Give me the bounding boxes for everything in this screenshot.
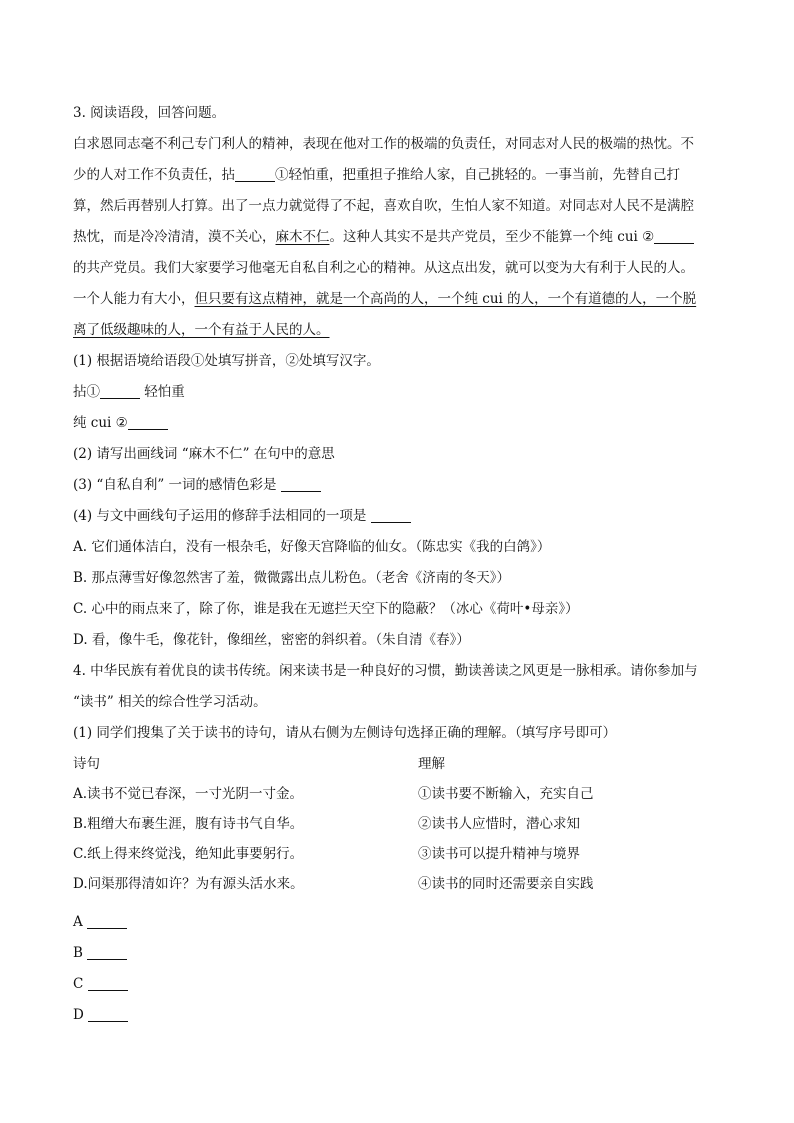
poem-cell: C.纸上得来终觉浅，绝知此事要躬行。 [73,846,304,862]
answer-blank[interactable] [281,475,321,492]
passage-line: 白求恩同志毫不利己专门利人的精神，表现在他对工作的极端的负责任，对同志对人民的极端的热忱。不 [73,136,694,152]
answer-label: 轻怕重 [140,384,185,400]
option-c: C. 心中的雨点来了，除了你，谁是我在无遮拦天空下的隐蔽？（冰心《荷叶•母亲》） [73,601,579,617]
poem-cell: D.问渠那得清如许？为有源头活水来。 [73,876,304,892]
passage-line [73,315,723,346]
passage-text: 。这种人其实不是共产党员，至少不能算一个纯 cui ② [329,229,655,245]
passage-line: 的共产党员。我们大家要学习他毫无自私自利之心的精神。从这点出发，就可以变为大有利于人民的人。 [73,260,694,276]
sub-question-4 [73,501,723,532]
answer-blank[interactable] [100,382,140,399]
passage-text: 热忱，而是冷冷清清，漠不关心， [73,229,276,245]
answer-blank[interactable] [371,506,411,523]
option-b: B. 那点薄雪好像忽然害了羞，微微露出点儿粉色。（老舍《济南的冬天》） [73,570,511,586]
answer-blank[interactable] [87,943,127,960]
meaning-cell: ②读书人应惜时，潜心求知 [418,816,580,832]
answer-label: 拈① [73,384,100,400]
passage-line: 算，然后再替别人打算。出了一点力就觉得了不起，喜欢自吹，生怕人家不知道。对同志对人民不是满腔 [73,198,694,214]
blank-1[interactable] [235,165,275,182]
poem-cell: A.读书不觉已春深，一寸光阴一寸金。 [73,786,304,802]
q4-sub-question-1: (1) 同学们搜集了关于读书的诗句，请从右侧为左侧诗句选择正确的理解。（填写序号即可） [73,725,617,741]
underlined-sentence: 但只要有这点精神，就是一个高尚的人，一个纯 cui 的人，一个有道德的人，一个脱 [194,291,697,307]
answer-blank[interactable] [87,912,127,929]
question-4-intro: 4. 中华民族有着优良的读书传统。闲来读书是一种良好的习惯，勤读善读之风更是一脉相承。请你参加与 [73,663,698,679]
answer-label: D [73,1007,89,1023]
table-row [73,869,723,899]
worksheet-page [73,98,723,1031]
meaning-cell: ③读书可以提升精神与境界 [418,846,580,862]
sub-question-3 [73,470,723,501]
passage-line [73,284,723,315]
answer-blank[interactable] [128,413,168,430]
option-a: A. 它们通体洁白，没有一根杂毛，好像天宫降临的仙女。（陈忠实《我的白鸽》） [73,539,551,555]
answer-line-a [73,907,723,938]
blank-2[interactable] [654,227,694,244]
matching-table [73,749,723,899]
passage-line [73,160,723,191]
option-d: D. 看，像牛毛，像花针，像细丝，密密的斜织着。（朱自清《春》） [73,632,470,648]
table-row [73,809,723,839]
answer-line-hanzi [73,408,723,439]
passage-text: ①轻怕重，把重担子推给人家，自己挑轻的。一事当前，先替自己打 [275,167,680,183]
question-3-heading: 3. 阅读语段，回答问题。 [73,105,226,121]
answer-label: B [73,945,88,961]
question-text: (3) “自私自利” 一词的感情色彩是 [73,477,281,493]
question-4-intro: “读书” 相关的综合性学习活动。 [73,694,267,710]
table-row [73,839,723,869]
answer-label: A [73,914,88,930]
answer-line-c [73,969,723,1000]
underlined-word: 麻木不仁 [275,229,330,245]
underlined-sentence: 离了低级趣味的人，一个有益于人民的人。 [73,322,330,338]
answer-blank[interactable] [88,1005,128,1022]
passage-line [73,222,723,253]
poem-cell: B.粗缯大布裹生涯，腹有诗书气自华。 [73,816,304,832]
column-header-meaning: 理解 [418,756,445,772]
answer-line-pinyin [73,377,723,408]
passage-text: 一个人能力有大小， [73,291,195,307]
answer-line-d [73,1000,723,1031]
meaning-cell: ④读书的同时还需要亲自实践 [418,876,594,892]
table-header [73,749,723,779]
passage-text: 少的人对工作不负责任，拈 [73,167,235,183]
table-row [73,779,723,809]
column-header-poem: 诗句 [73,756,100,772]
question-text: (4) 与文中画线句子运用的修辞手法相同的一项是 [73,508,371,524]
answer-blank[interactable] [88,974,128,991]
sub-question-2: (2) 请写出画线词 “麻木不仁” 在句中的意思 [73,446,335,462]
meaning-cell: ①读书要不断输入，充实自己 [418,786,594,802]
reading-passage [73,129,723,346]
answer-line-b [73,938,723,969]
answer-label: 纯 cui ② [73,415,128,431]
sub-question-1: (1) 根据语境给语段①处填写拼音，②处填写汉字。 [73,353,380,369]
answer-label: C [73,976,88,992]
